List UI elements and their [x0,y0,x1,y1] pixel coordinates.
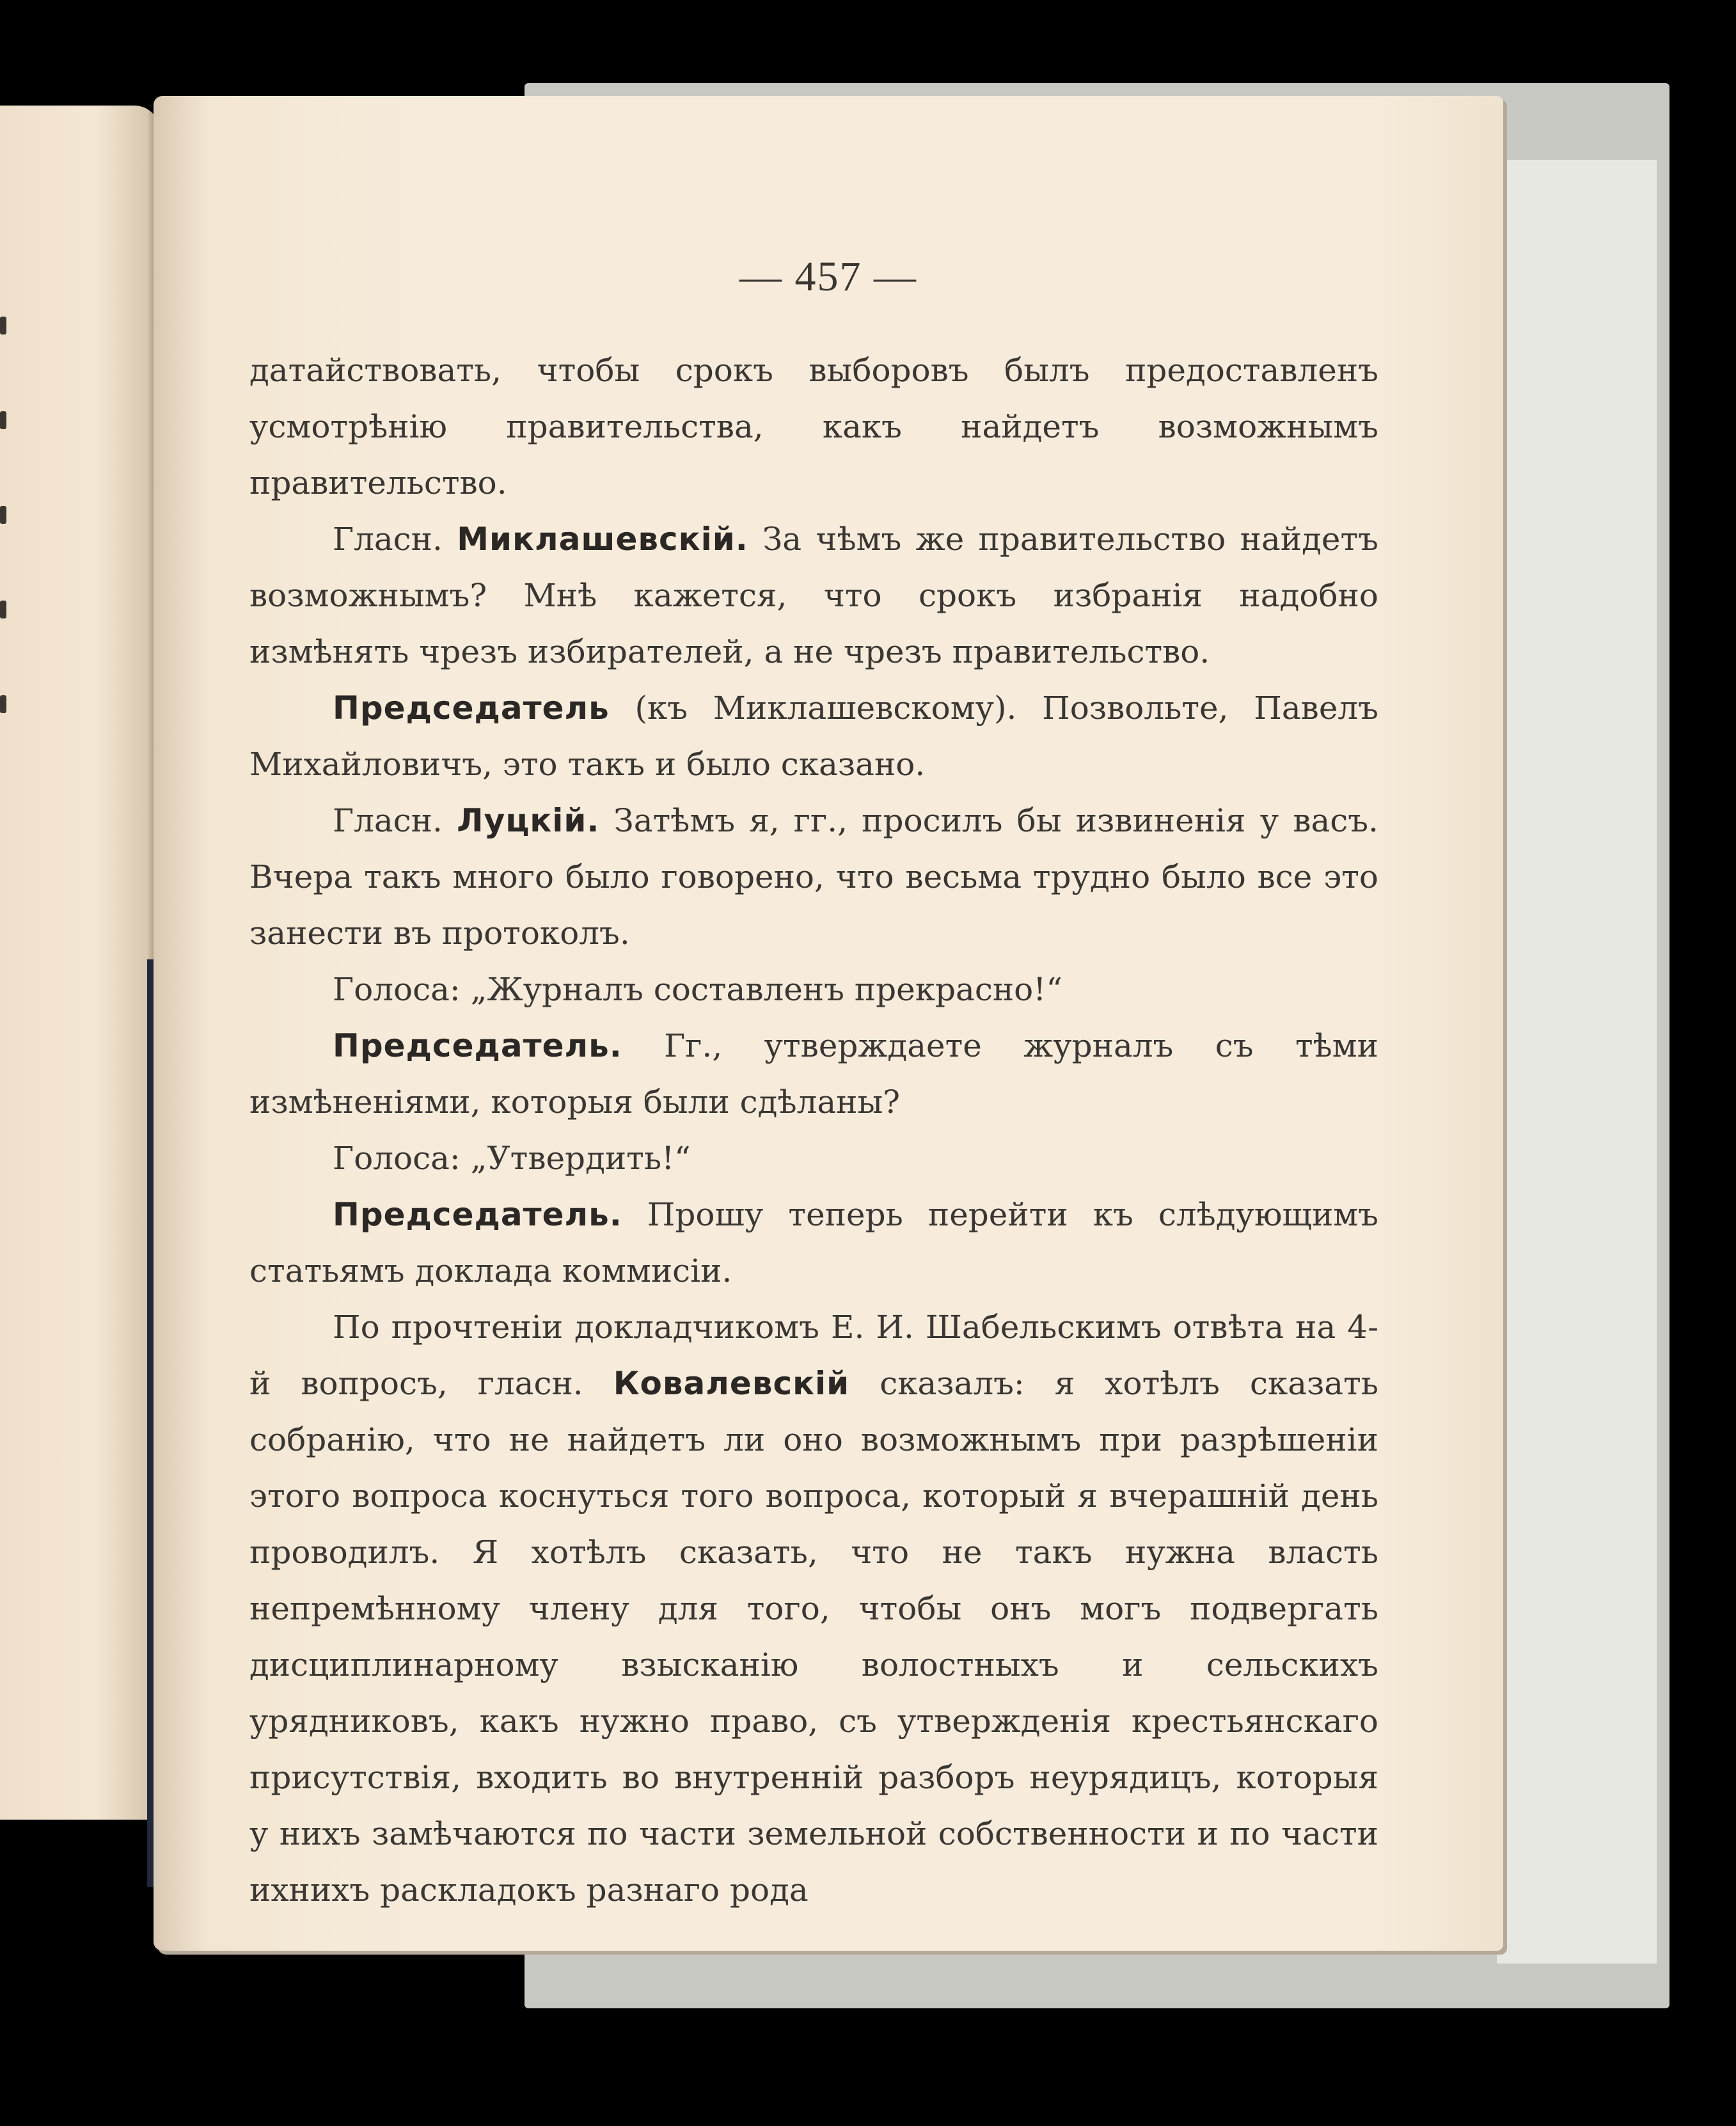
speaker-name: Председатель. [333,1196,622,1233]
speaker-title: Гласн. [333,521,443,558]
paragraph-text: По прочтеніи докладчикомъ Е. И. Шабельскимъ отвѣта на 4-й вопросъ, гласн. [249,1309,1378,1402]
speaker-name: Председатель. [333,1027,622,1064]
paragraph [249,511,1378,680]
paragraph [249,792,1378,961]
paragraph-text: Прошу теперь перейти къ слѣдующимъ статьямъ доклада коммисіи. [249,1196,1378,1289]
paragraph-text: Затѣмъ я, гг., просилъ бы извиненія у васъ. Вчера такъ много было говорено, что весьма трудно было все это занести въ протоколъ. [249,802,1378,952]
page-number: — 457 — [739,253,917,300]
left-page-text-edge [0,317,19,790]
paragraph [249,342,1378,511]
paragraph-text: сказалъ: я хотѣлъ сказать собранію, что не найдетъ ли оно возможнымъ при разрѣшеніи этого вопроса коснуться того вопроса, который я вчерашній день проводилъ. Я хотѣлъ сказать, что не такъ нужна власть непремѣнному члену для того, чтобы онъ могъ подвергать дисциплинарному взысканію волостныхъ и сельскихъ урядниковъ, какъ нужно право, съ утвержденія крестьянскаго присутствія, входить во внутренній разборъ неурядицъ, которыя у нихъ замѣчаются по части земельной собственности и по части ихнихъ раскладокъ разнаго рода [249,1365,1378,1909]
paragraph [249,1130,1378,1186]
paragraph [249,680,1378,792]
paragraph-text: За чѣмъ же правительство найдетъ возможнымъ? Мнѣ кажется, что срокъ избранія надобно измѣнять чрезъ избирателей, а не чрезъ правительство. [249,521,1378,670]
paragraph-text: Гг., утверждаете журналъ съ тѣми измѣненіями, которыя были сдѣланы? [249,1027,1378,1121]
speaker-name: Ковалевскій [613,1365,850,1402]
paragraph [249,961,1378,1018]
glyph-fragment [0,506,6,524]
glyph-fragment [0,411,6,429]
paragraph-text: Голоса: „Утвердить!“ [333,1140,691,1177]
glyph-fragment [0,317,6,335]
speaker-name: Луцкій. [457,802,600,839]
paragraph [249,1299,1378,1918]
glyph-fragment [0,601,6,618]
book-page-edges [1497,160,1657,1964]
speaker-name: Миклашевскій. [457,521,748,558]
speaker-name: Председатель [333,689,610,727]
speaker-title: Гласн. [333,802,443,839]
page-text [249,342,1378,1918]
glyph-fragment [0,695,6,713]
paragraph-text: Голоса: „Журналъ составленъ прекрасно!“ [333,971,1062,1008]
book-page [154,96,1503,1951]
paragraph-text: датайствовать, чтобы срокъ выборовъ былъ предоставленъ усмотрѣнію правительства, какъ найдетъ возможнымъ правительство. [249,352,1378,501]
facing-left-page [0,106,160,1820]
paragraph-text: (къ Миклашевскому). Позвольте, Павелъ Михайловичъ, это такъ и было сказано. [249,689,1378,783]
paragraph [249,1018,1378,1130]
paragraph [249,1186,1378,1299]
